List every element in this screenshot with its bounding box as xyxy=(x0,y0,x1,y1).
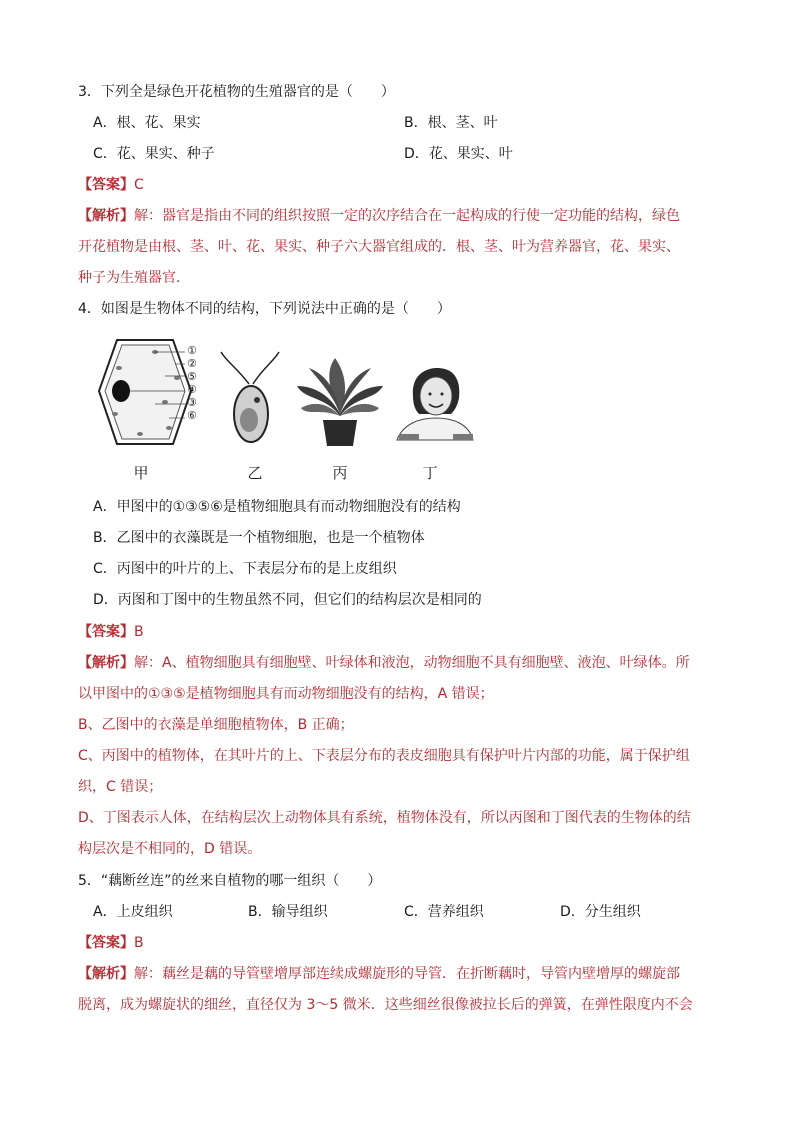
q3-stem: 3．下列全是绿色开花植物的生殖器官的是（ ） xyxy=(78,84,395,100)
q5-option-c: C．营养组织 xyxy=(404,904,484,920)
analysis-tag: 【解析】 xyxy=(78,966,134,982)
q4-analysis-line: 【解析】解：A、植物细胞具有细胞壁、叶绿体和液泡，动物细胞不具有细胞壁、液泡、叶绿体。所 xyxy=(78,655,690,671)
analysis-tag: 【解析】 xyxy=(78,655,134,671)
chlamydomonas-diagram xyxy=(217,348,287,448)
q4-stem: 4．如图是生物体不同的结构，下列说法中正确的是（ ） xyxy=(78,301,451,317)
cell-part-labels: ① ② ⑤ ④ ③ ⑥ xyxy=(187,344,197,422)
answer-value: C xyxy=(134,177,144,193)
q3-option-d: D．花、果实、叶 xyxy=(404,146,513,162)
q3-option-a: A．根、花、果实 xyxy=(93,115,201,131)
q3-analysis-line: 种子为生殖器官． xyxy=(78,270,190,286)
q4-option-a: A．甲图中的①③⑤⑥是植物细胞具有而动物细胞没有的结构 xyxy=(93,499,461,515)
q5-analysis-line: 【解析】解：藕丝是藕的导管壁增厚部连续成螺旋形的导管．在折断藕时，导管内壁增厚的螺旋部 xyxy=(78,966,680,982)
q5-analysis-line: 脱离，成为螺旋状的细丝，直径仅为 3～5 微米．这些细丝很像被拉长后的弹簧，在弹性限度内不会 xyxy=(78,997,693,1013)
answer-tag: 【答案】 xyxy=(78,935,134,951)
q3-analysis-line: 【解析】解：器官是指由不同的组织按照一定的次序结合在一起构成的行使一定功能的结构，绿色 xyxy=(78,208,680,224)
answer-tag: 【答案】 xyxy=(78,624,134,640)
q4-analysis-line: B、乙图中的衣藻是单细胞植物体，B 正确； xyxy=(78,717,354,733)
answer-value: B xyxy=(134,935,144,951)
q5-answer xyxy=(78,933,144,953)
q4-answer xyxy=(78,622,144,642)
q3-option-c: C．花、果实、种子 xyxy=(93,146,215,162)
q4-option-d: D．丙图和丁图中的生物虽然不同，但它们的结构层次是相同的 xyxy=(93,592,482,608)
q5-option-b: B．输导组织 xyxy=(248,904,328,920)
figure-caption-bing: 丙 xyxy=(332,464,348,482)
answer-tag: 【答案】 xyxy=(78,177,134,193)
q4-figure xyxy=(95,336,495,486)
q5-option-a: A．上皮组织 xyxy=(93,904,173,920)
q3-analysis-line: 开花植物是由根、茎、叶、花、果实、种子六大器官组成的．根、茎、叶为营养器官，花、果实、 xyxy=(78,239,680,255)
analysis-tag: 【解析】 xyxy=(78,208,134,224)
figure-caption-ding: 丁 xyxy=(422,464,438,482)
q4-analysis-line: C、丙图中的植物体，在其叶片的上、下表层分布的表皮细胞具有保护叶片内部的功能，属于保护组 xyxy=(78,748,690,764)
q3-answer xyxy=(78,175,144,195)
q3-option-b: B．根、茎、叶 xyxy=(404,115,498,131)
plant-cell-diagram xyxy=(95,336,215,451)
q4-option-b: B．乙图中的衣藻既是一个植物细胞，也是一个植物体 xyxy=(93,530,425,546)
q4-analysis-line: D、丁图表示人体，在结构层次上动物体具有系统，植物体没有，所以丙图和丁图代表的生物体的结 xyxy=(78,810,691,826)
circled-numbers: ①③⑤ xyxy=(148,686,186,702)
figure-caption-jia: 甲 xyxy=(133,464,149,482)
q4-option-c: C．丙图中的叶片的上、下表层分布的是上皮组织 xyxy=(93,561,397,577)
person-diagram xyxy=(395,368,475,444)
answer-value: B xyxy=(134,624,144,640)
q4-analysis-line: 构层次是不相同的，D 错误。 xyxy=(78,841,262,857)
q4-analysis-line: 织，C 错误； xyxy=(78,779,163,795)
figure-caption-yi: 乙 xyxy=(247,464,263,482)
q4-analysis-line: 以甲图中的①③⑤是植物细胞具有而动物细胞没有的结构，A 错误； xyxy=(78,686,494,702)
q5-option-d: D．分生组织 xyxy=(560,904,641,920)
potted-plant-diagram xyxy=(295,356,385,448)
q5-stem: 5．“藕断丝连”的丝来自植物的哪一组织（ ） xyxy=(78,873,382,889)
